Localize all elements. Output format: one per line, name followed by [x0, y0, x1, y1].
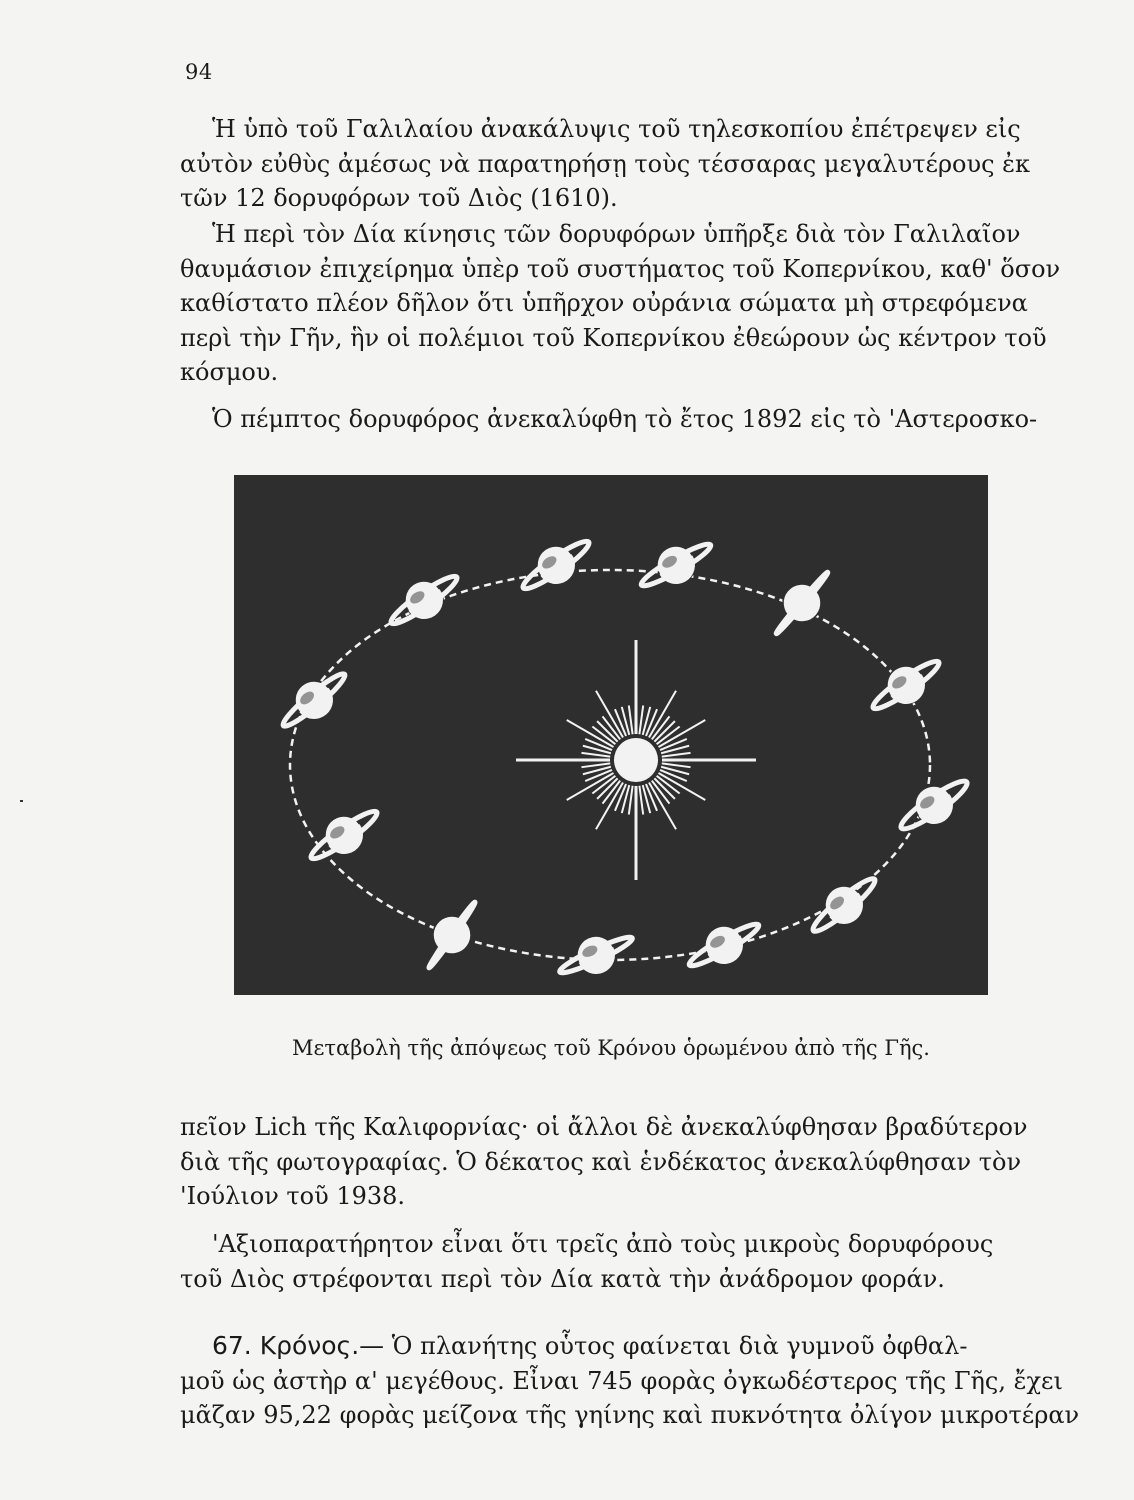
saturn-icon	[380, 561, 467, 638]
text-line: Ἡ περὶ τὸν Δία κίνησις τῶν δορυφόρων ὑπῆρξε διὰ τὸν Γαλιλαῖον	[212, 220, 1021, 248]
saturn-orbit-figure	[234, 475, 988, 995]
sun-ray	[639, 786, 643, 815]
text-line: τοῦ Διὸς στρέφονται περὶ τὸν Δία κατὰ τὴν ἀνάδρομον φοράν.	[180, 1264, 945, 1293]
saturn-icon	[632, 529, 720, 602]
saturn-icon	[271, 660, 357, 741]
sun-ray	[662, 763, 691, 767]
text-line: Ὁ πέμπτος δορυφόρος ἀνεκαλύφθη τὸ ἔτος 1892 εἰς τὸ 'Αστεροσκο-	[212, 405, 1038, 433]
sun-disc	[614, 738, 658, 782]
text-line: θαυμάσιον ἐπιχείρημα ὑπὲρ τοῦ συστήματος τοῦ Κοπερνίκου, καθ' ὅσον	[180, 254, 1061, 283]
sun-ray	[639, 705, 643, 734]
sun-ray	[629, 705, 633, 734]
text-line: περὶ τὴν Γῆν, ἣν οἱ πολέμιοι τοῦ Κοπερνίκου ἐθεώρουν ὡς κέντρον τοῦ	[180, 323, 1047, 352]
sun-ray	[659, 773, 706, 800]
sun-ray	[649, 783, 676, 830]
saturn-orbit-illustration	[234, 475, 988, 995]
text-line: μοῦ ὡς ἀστὴρ α' μεγέθους. Εἶναι 745 φορὰς ὀγκωδέστερος τῆς Γῆς, ἔχει	[180, 1366, 1063, 1395]
text-line: Ἡ ὑπὸ τοῦ Γαλιλαίου ἀνακάλυψις τοῦ τηλεσκοπίου ἐπέτρεψεν εἰς	[212, 115, 1021, 143]
sun-ray	[662, 753, 691, 757]
saturn-icon	[552, 921, 641, 989]
sun-ray	[581, 763, 610, 767]
sun-ray	[596, 783, 623, 830]
paragraph-galileo-telescope	[180, 112, 1050, 216]
text-line: διὰ τῆς φωτογραφίας. Ὁ δέκατος καὶ ἑνδέκατος ἀνεκαλύφθησαν τὸν	[180, 1147, 1022, 1176]
saturn-icon	[413, 891, 490, 978]
section-heading: 67. Κρόνος.—	[212, 1331, 385, 1360]
sun-ray	[659, 720, 706, 747]
text-line: Ὁ πλανήτης οὗτος φαίνεται διὰ γυμνοῦ ὀφθαλ-	[384, 1332, 968, 1360]
page-number: 94	[185, 60, 213, 84]
sun-ray	[567, 720, 614, 747]
text-line: μᾶζαν 95,22 φορὰς μείζονα τῆς γηίνης καὶ πυκνότητα ὀλίγον μικροτέραν	[180, 1401, 1080, 1429]
sun-ray	[581, 753, 610, 757]
saturn-icon	[862, 646, 949, 723]
paragraph-retrograde	[180, 1227, 1050, 1296]
figure-caption: Μεταβολὴ τῆς ἀπόψεως τοῦ Κρόνου ὁρωμένου ἀπὸ τῆς Γῆς.	[292, 1036, 930, 1060]
saturn-icon	[680, 909, 768, 982]
text-line: αὐτὸν εὐθὺς ἀμέσως νὰ παρατηρήσῃ τοὺς τέσσαρας μεγαλυτέρους ἐκ	[180, 149, 1031, 178]
text-line: πεῖον Lich τῆς Καλιφορνίας· οἱ ἄλλοι δὲ ἀνεκαλύφθησαν βραδύτερον	[180, 1113, 1028, 1141]
paragraph-later-discoveries	[180, 1110, 1050, 1214]
section-first-line	[180, 1329, 1050, 1364]
sun-ray	[567, 773, 614, 800]
text-line: 'Αξιοπαρατήρητον εἶναι ὅτι τρεῖς ἀπὸ τοὺς μικροὺς δορυφόρους	[212, 1230, 994, 1258]
paragraph-saturn-section	[180, 1329, 1080, 1433]
saturn-icon	[300, 796, 387, 873]
saturn-icon	[801, 865, 887, 946]
text-line: καθίστατο πλέον δῆλον ὅτι ὑπῆρχον οὐράνια σώματα μὴ στρεφόμενα	[180, 289, 1028, 317]
text-line: τῶν 12 δορυφόρων τοῦ Διὸς (1610).	[180, 184, 618, 212]
sun-icon	[516, 640, 756, 880]
text-line: κόσμου.	[180, 358, 279, 386]
saturn-icon	[762, 560, 843, 646]
paragraph-copernicus-argument	[180, 217, 1061, 390]
paragraph-fifth-satellite	[180, 402, 1050, 437]
saturn-icon	[890, 766, 977, 843]
print-speck	[20, 800, 23, 802]
text-line: 'Ιούλιον τοῦ 1938.	[180, 1182, 406, 1210]
saturn-icon	[512, 526, 599, 603]
sun-ray	[629, 786, 633, 815]
sun-ray	[596, 691, 623, 738]
sun-ray	[649, 691, 676, 738]
